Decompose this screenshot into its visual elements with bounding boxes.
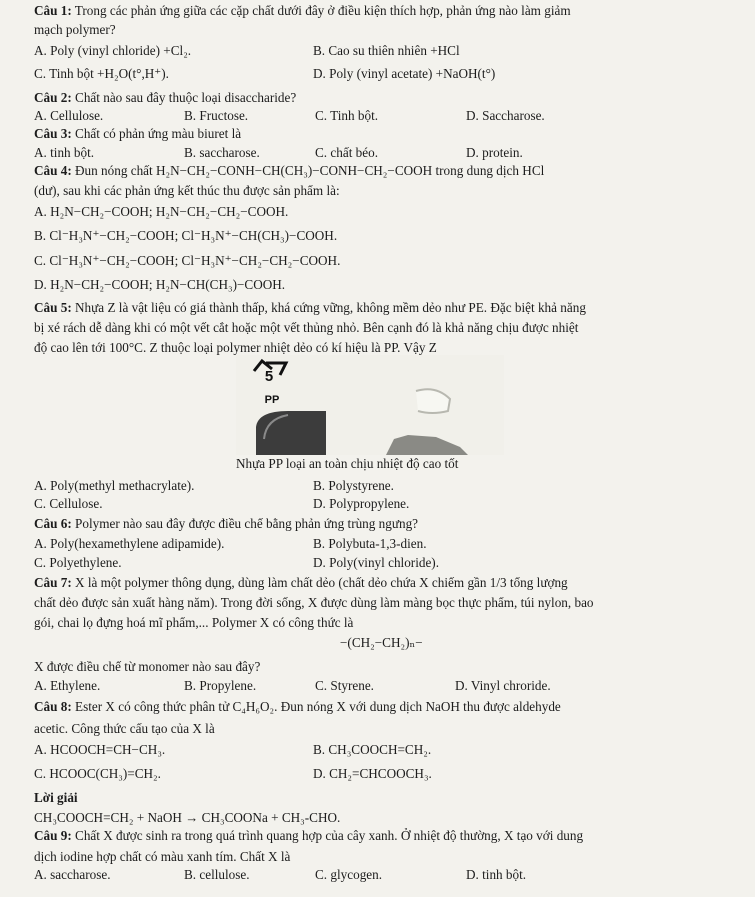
q3-option-b: B. saccharose.: [184, 145, 260, 160]
q9-option-a: A. saccharose.: [34, 867, 111, 882]
question-text: Chất X được sinh ra trong quá trình quang hợp của cây xanh. Ở nhiệt độ thường, X tạo với dung: [75, 828, 584, 843]
q3-option-d: D. protein.: [466, 145, 523, 160]
question-8-stem: [34, 700, 561, 713]
recycle-number: 5: [264, 368, 274, 385]
question-4-stem: [34, 164, 544, 177]
q8-option-b: B. CH₃COOCH=CH₂.: [313, 742, 432, 757]
question-5-stem: [34, 301, 586, 314]
q8-option-a: A. HCOOCH=CH−CH₃.: [34, 742, 166, 757]
question-number: Câu 8:: [34, 699, 72, 714]
q5-option-a: A. Poly(methyl methacrylate).: [34, 478, 195, 493]
question-number: Câu 4:: [34, 163, 72, 178]
question-text: Chất nào sau đây thuộc loại disaccharide?: [75, 90, 297, 105]
figure-caption: Nhựa PP loại an toàn chịu nhiệt độ cao tốt: [236, 456, 459, 471]
q4-option-c: C. Cl⁻H₃N⁺−CH₂−COOH; Cl⁻H₃N⁺−CH₂−CH₂−COOH.: [34, 253, 341, 268]
question-text: Ester X có công thức phân tử C₄H₆O₂. Đun nóng X với dung dịch NaOH thu được aldehyde: [75, 699, 561, 714]
pp-photo-illustration: [236, 355, 504, 455]
question-3-stem: [34, 127, 241, 140]
q8-option-d: D. CH₂=CHCOOCH₃.: [313, 766, 432, 781]
recycle-code: PP: [264, 394, 280, 406]
q3-option-a: A. tinh bột.: [34, 145, 95, 160]
question-text: Chất có phản ứng màu biuret là: [75, 126, 242, 141]
question-9-stem-cont: dịch iodine hợp chất có màu xanh tím. Chất X là: [34, 849, 291, 864]
q1-option-d: D. Poly (vinyl acetate) +NaOH(t°): [313, 66, 496, 81]
question-text: Nhựa Z là vật liệu có giá thành thấp, khá cứng vững, không mềm dẻo như PE. Đặc biệt khả năng: [75, 300, 586, 315]
question-7-stem-cont-3: X được điều chế từ monomer nào sau đây?: [34, 659, 261, 674]
question-1-stem-cont: mạch polymer?: [34, 22, 116, 37]
q7-option-c: C. Styrene.: [315, 678, 374, 693]
q1-option-b: B. Cao su thiên nhiên +HCl: [313, 43, 460, 58]
q6-option-c: C. Polyethylene.: [34, 555, 122, 570]
q9-option-b: B. cellulose.: [184, 867, 250, 882]
question-5-stem-cont-2: độ cao lên tới 100°C. Z thuộc loại polymer nhiệt dẻo có kí hiệu là PP. Vậy Z: [34, 340, 437, 355]
question-number: Câu 7:: [34, 575, 72, 590]
q3-option-c: C. chất béo.: [315, 145, 378, 160]
container-dark-icon: [256, 411, 326, 455]
question-number: Câu 9:: [34, 828, 72, 843]
question-number: Câu 1:: [34, 3, 72, 18]
question-text: Trong các phản ứng giữa các cặp chất dưới đây ở điều kiện thích hợp, phản ứng nào làm giảm: [74, 3, 571, 18]
question-number: Câu 6:: [34, 516, 72, 531]
question-number: Câu 5:: [34, 300, 72, 315]
q2-option-a: A. Cellulose.: [34, 108, 104, 123]
question-text: X là một polymer thông dụng, dùng làm chất dẻo (chất dẻo chứa X chiếm gần 1/3 tổng lượng: [75, 575, 568, 590]
question-9-stem: [34, 829, 583, 842]
q5-option-d: D. Polypropylene.: [313, 496, 410, 511]
q6-option-b: B. Polybuta-1,3-dien.: [313, 536, 427, 551]
q8-option-c: C. HCOOC(CH₃)=CH₂.: [34, 766, 161, 781]
question-text: Polymer nào sau đây được điều chế bằng phản ứng trùng ngưng?: [75, 516, 419, 531]
q4-option-d: D. H₂N−CH₂−COOH; H₂N−CH(CH₃)−COOH.: [34, 277, 286, 292]
question-6-stem: [34, 517, 418, 530]
pp-product-photo: [236, 355, 504, 455]
question-5-stem-cont: bị xé rách dễ dàng khi có một vết cắt hoặc một vết thủng nhỏ. Bên cạnh đó là khả năng chịu được nhiệt: [34, 320, 579, 335]
question-4-stem-cont: (dư), sau khi các phản ứng kết thúc thu được sản phẩm là:: [34, 183, 340, 198]
polymer-formula: −(CH₂−CH₂)ₙ−: [340, 635, 423, 650]
question-2-stem: [34, 91, 296, 104]
q4-option-a: A. H₂N−CH₂−COOH; H₂N−CH₂−CH₂−COOH.: [34, 204, 289, 219]
q5-option-b: B. Polystyrene.: [313, 478, 394, 493]
q6-option-a: A. Poly(hexamethylene adipamide).: [34, 536, 225, 551]
q2-option-d: D. Saccharose.: [466, 108, 545, 123]
q4-option-b: B. Cl⁻H₃N⁺−CH₂−COOH; Cl⁻H₃N⁺−CH(CH₃)−COOH.: [34, 228, 338, 243]
question-number: Câu 3:: [34, 126, 72, 141]
question-8-stem-cont: acetic. Công thức cấu tạo của X là: [34, 721, 215, 736]
question-7-stem: [34, 576, 568, 589]
q1-option-c: C. Tinh bột +H₂O(t°,H⁺).: [34, 66, 169, 81]
q9-option-c: C. glycogen.: [315, 867, 383, 882]
q7-option-d: D. Vinyl chroride.: [455, 678, 551, 693]
question-text: Đun nóng chất H₂N−CH₂−CONH−CH(CH₃)−CONH−CH₂−COOH trong dung dịch HCl: [75, 163, 545, 178]
question-7-stem-cont-2: gói, chai lọ đựng hoá mĩ phẩm,... Polymer X có công thức là: [34, 615, 354, 630]
solution-equation: CH₃COOCH=CH₂ + NaOH → CH₃COONa + CH₃-CHO.: [34, 810, 341, 825]
question-7-stem-cont: chất dẻo được sản xuất hàng năm). Trong đời sống, X được dùng làm màng bọc thực phẩm, túi nylon, bao: [34, 595, 594, 610]
question-1-stem: [34, 4, 571, 17]
q7-option-b: B. Propylene.: [184, 678, 257, 693]
q7-option-a: A. Ethylene.: [34, 678, 101, 693]
solution-title: Lời giải: [34, 790, 78, 805]
question-number: Câu 2:: [34, 90, 72, 105]
q5-option-c: C. Cellulose.: [34, 496, 103, 511]
q9-option-d: D. tinh bột.: [466, 867, 527, 882]
q6-option-d: D. Poly(vinyl chloride).: [313, 555, 439, 570]
q2-option-b: B. Fructose.: [184, 108, 249, 123]
q1-option-a: A. Poly (vinyl chloride) +Cl₂.: [34, 43, 192, 58]
q2-option-c: C. Tinh bột.: [315, 108, 379, 123]
